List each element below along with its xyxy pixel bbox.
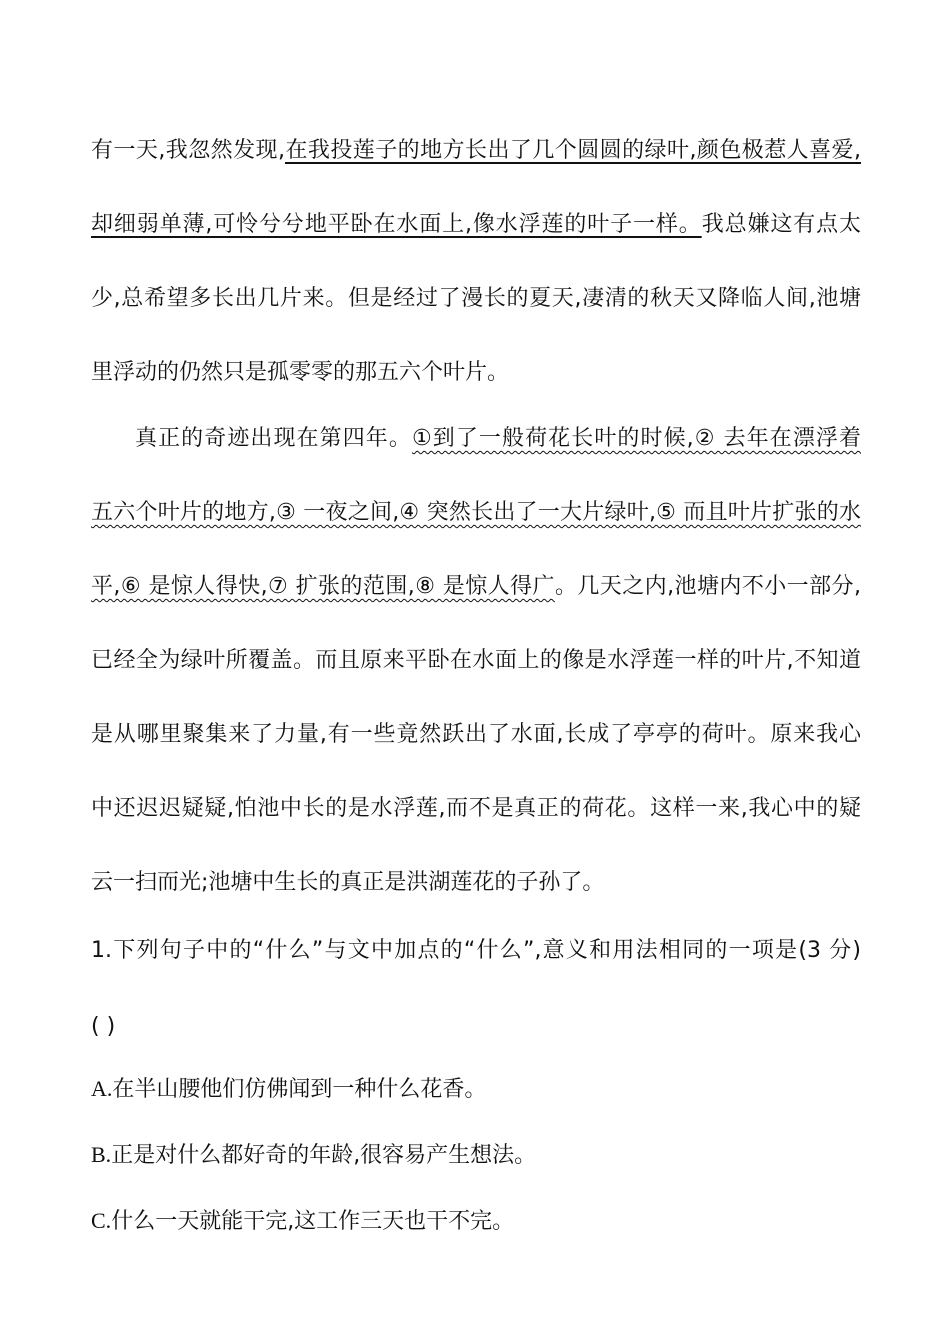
wavy-underlined-text: ①到了一般荷花长叶的时候,② 去年在漂浮着 (411, 426, 861, 451)
underlined-sentence: 在我投莲子的地方长出了几个圆圆的绿叶,颜色极惹人喜爱, (285, 138, 861, 163)
option-c: C.什么一天就能干完,这工作三天也干不完。 (91, 1208, 515, 1234)
passage-line: 真正的奇迹出现在第四年。①到了一般荷花长叶的时候,② 去年在漂浮着 (135, 426, 861, 451)
passage-line: 有一天,我忽然发现,在我投莲子的地方长出了几个圆圆的绿叶,颜色极惹人喜爱, (91, 138, 861, 163)
passage-line: 已经全为绿叶所覆盖。而且原来平卧在水面上的像是水浮莲一样的叶片,不知道 (91, 648, 861, 673)
passage-line: 平,⑥ 是惊人得快,⑦ 扩张的范围,⑧ 是惊人得广。几天之内,池塘内不小一部分, (91, 574, 861, 599)
wavy-underlined-text: 平,⑥ 是惊人得快,⑦ 扩张的范围,⑧ 是惊人得广 (91, 574, 555, 599)
passage-line: 云一扫而光;池塘中生长的真正是洪湖莲花的子孙了。 (91, 870, 605, 895)
passage-line: 中还迟迟疑疑,怕池中长的是水浮莲,而不是真正的荷花。这样一来,我心中的疑 (91, 796, 861, 821)
passage-line (91, 498, 861, 528)
passage-line: 里浮动的仍然只是孤零零的那五六个叶片。 (91, 360, 510, 385)
answer-blank: ( ) (91, 1014, 116, 1039)
option-b: B.正是对什么都好奇的年龄,很容易产生想法。 (91, 1142, 537, 1168)
passage-line: 少,总希望多长出几片来。但是经过了漫长的夏天,凄清的秋天又降临人间,池塘 (91, 286, 861, 311)
question-stem: 1.下列句子中的“什么”与文中加点的“什么”,意义和用法相同的一项是(3 分) (91, 938, 861, 963)
passage-line: 是从哪里聚集来了力量,有一些竟然跃出了水面,长成了亭亭的荷叶。原来我心 (91, 722, 861, 747)
underlined-sentence: 却细弱单薄,可怜兮兮地平卧在水面上,像水浮莲的叶子一样。 (91, 212, 702, 237)
option-a: A.在半山腰他们仿佛闻到一种什么花香。 (91, 1076, 487, 1102)
passage-line: 却细弱单薄,可怜兮兮地平卧在水面上,像水浮莲的叶子一样。我总嫌这有点太 (91, 212, 861, 237)
wavy-underlined-text: 五六个叶片的地方,③ 一夜之间,④ 突然长出了一大片绿叶,⑤ 而且叶片扩张的水 (91, 500, 861, 525)
